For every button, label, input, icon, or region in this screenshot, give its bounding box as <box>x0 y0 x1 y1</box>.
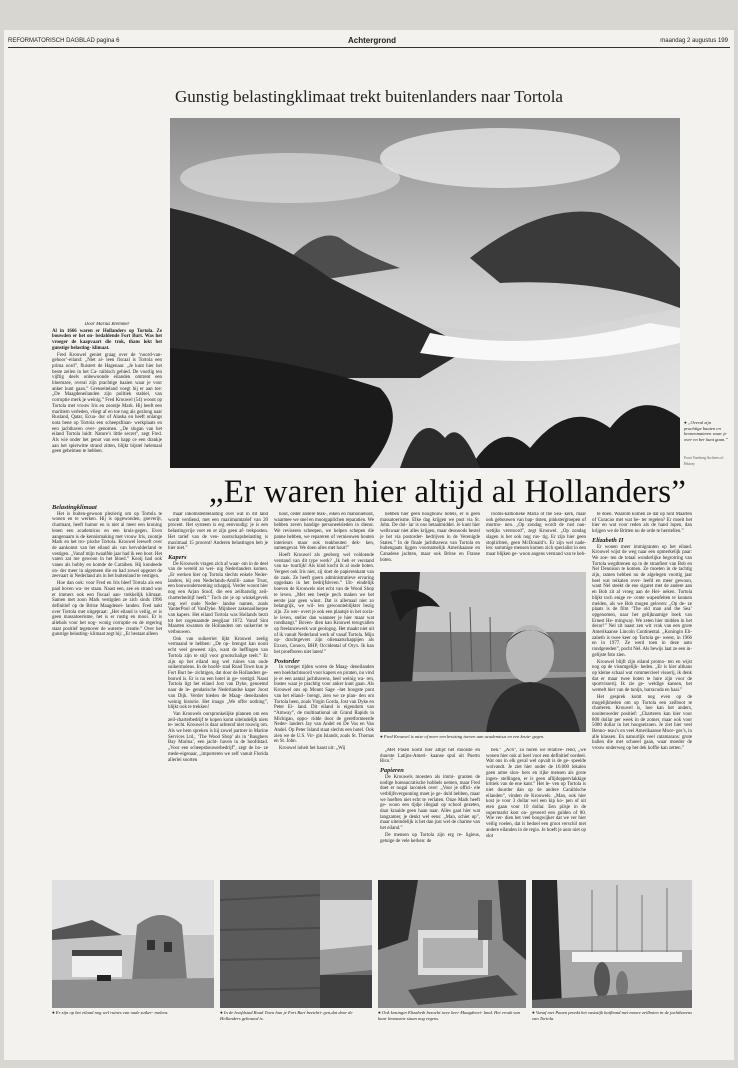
article-headline: „Er waren hier altijd al Hollanders” <box>208 474 687 510</box>
column-3 <box>274 512 374 872</box>
paragraph: De Krouwels vragen zich af waar- om in de deel van de wereld zo wei- nig Nederlanders komen. „Er werken hier op Tortola slechts enkele Neder- landers, bij een Nederlands-Antilli- aanse Trust, een bouwonderneming schappij. Verder woont hier nog een Arjan Stoof, die een zeilbarsdig zeil- charterbedrijf heeft.” Toch zie je op winkelgevels nog wel oude Neder- landse namen, zoals VanterPool of VanDyke. Mijnheer zakenaolluepse van kapers. Het eiland Tortola was Hollands bezit tot het zogenaamde zeegijaar 1672. Vanaf Sint Maarten kwamen de Hollanders om suikerriet te verbouwen. <box>168 561 268 636</box>
subhead-papieren: Papieren <box>380 767 404 775</box>
subhead-elizabeth: Elizabeth II <box>592 536 624 544</box>
byline: Door Marius Bremmer <box>84 322 130 327</box>
paragraph: Hoe dan ook: voor Fred en Iris bleef Tortola als een paal boven wa- ter staan. Naast een, zee en strand was er immers ook een fiscaal aan- trekkelijk klimaat. Samen met zoon Mark vestigden ze zich sinds 1996 definitief op de Britse Maagdenei- landen. Fred nakt over Tortola met uitgepraat: „Het eiland is veilig, er is geen massatoerisme, het is er rustig en mooi. Er is allebals voor het oog- wonig corruptie en de regering staat positief tegenover de waterre- creatie.” Over het gunstige belasting- klimaat zegt hij: „Er bestaat alleen <box>52 581 162 638</box>
paragraph: te doen. Waarom komen ze dat op Sint Maarten of Curacao met wat be- ter regelen? Er moeit het hier en wat voor reden als de hand lopen, dan krijgen we de Britten nu de orde te herstellen.” <box>592 512 692 535</box>
section-name: Achtergrond <box>348 36 396 45</box>
paragraph: Hoeft Krouwel als geoborg wel voldoende verstand van dit type werk? „Ik heb er verstand van na- tuurlijk! Als kind kocht ik al oude boten. Vergeet ook Iris niet, zij doet de papierenkant van de zaak. Ze heeft goeru administratieve ervaring opgedaan in het bedrijfsleven.” Uit- eindelijk hoeven de Krouwels niet echt van de Wood Shop te leven. „Met een beetje pech maken we het eerste jaar geen winst. Dat is allemaal niet zo belangrijk, we wil- len gewoonteblijkter bezig zijn. Zo wer- overt je ook een plaatsje in het socia- le leven, steller dan wanneer je hier maar wat rondhangt.” Boven- dien kan Krouwel terugvallen op freelancewerk wat geologog. Het maakt niet uit of ik vanuit Nederland werk of vanaf Tortola. Mijn op- drachtgevers zijn olienaatschappijen als Exxon, Conoco, BHP, Occidental of Oryx. Ik kan het proefboren niet laten!” <box>274 552 374 655</box>
main-photo-caption: ● „Overal zijn prachtige baaien en kronenmateren waar je over en ber kunt gaan.” <box>684 420 729 442</box>
column-4-top <box>380 512 480 570</box>
paragraph: Fred Krouwel geniet graag over de ‘noord-van-gehoor’-eiland: „Niet al- leen fiscaal is Tortola een prima oord”, fluistert de Hagenaar. „Je kunt hier het beste zeilen in het Ca- raibisch gebied. De voorlig ten vijftig deels onbewoonde eilanden omtrent een bloemzee, overal zijn prachtige baaien waar je voor anker kunt gaan.” Grenseiteland voegt hij er aan toe: „De Maagdeneilanden zijn politiek stabiel, van corruptie merk je weinig.” Fred Krouwel (54) woont op Tortola met vrouw Iris en zoontje Mark. Hij heeft een maritiem verleden, vliegt af en toe nog als gezlong naar Rusland, Qatar, Ecua- dor of Alaska en heeft onlangs nota bene op Tortola een scheepsfinan- werkplaats en een jachthaven over- genomen. „De slogan van het eiland Tortola luidt: Nature’s little secret”, zegt Fred. Als wie onder het genot van een happ ce een drankje aan het spierwitte strand zitten, blijkt bijstel helemaal geen geheimen te hebben. <box>52 352 162 455</box>
header-rule <box>8 47 730 48</box>
paragraph: Het is buiten-gewoon plezierig om op Tortola te wonen en te werken. Hij is opgewonden, goeverijt, charmant, heeft humor en is niet al meer een kroning lenen een academicus en een kruis-gegen. Even aangenaam is de kennismaking met vrouw Iris, zoontje Mark en het tro- pische Tortola. Krouwel leeweft over de aankomst van het eiland als van hervolderland te vestigen. „Vanaf mijn twaalfde jaar had ik een boot. Het varen zat me gewoon in het bloed.” Kooij had ook vanes als hobby en komde de Caraiben. Hij kondeede on- der meer in algemeen die en had zowel opgezet de zeevaart in Nederland als in het buitenland te vestigen. <box>52 511 162 580</box>
column-1 <box>52 502 162 872</box>
paragraph: In vroeger tijden woren de Maag- deneilanden een boeldachtsoord voor kapers en piraten, nu vind je er een aantal jachthavens, heel weinig wa- ren, bustes waar je prachtig voor anker kunt gaan. Als Krouwel ons op Mount Sage –het hoogste punt van het eiland– brengt, zien we ze plan- den om Tortola heen, zoals Virgin Gorda, Jost van Dyke en Peter Ei- land. Dit eiland is eigendom van “Amway”, de multinational uit Grand Rapids in Michigan, oppo- ridde door de geretformeerde Neder- landers Jay van Andel en De Vos en Van Andel. Op Peter Island staat slechts een hotel. Ook zien we de U.S. Vir- gin Islands, zoals St. Thomas en St. John. <box>274 665 374 745</box>
paragraph: „Met Pasen komt hier altijd het mooiste en duurste Latijns-Ameri- kaanse spul uit Puerto Rico.” <box>380 748 480 765</box>
paragraph: maar inkomstenbelasting over wat in dit land wordt verdiend, met een maximumtarief van 20 procent. Het systeem is erg eenvoudig: je is een belastingvrije voet en er zijn geen af- trekposten. Het tarief van de ven- nootschapsbelasting is maximaal 15 procent! Anderen belastingen heb je hier niet.” <box>168 512 268 552</box>
paragraph: Krouwel blijft zijn eiland promo- ten en wijst nog op de visumgelijk- heden. „Er is hier althans op kleine schaal wat commercieel visserij, ik denk dat er maar twee boten te hure zijn voor de sportvisserij. Ik zie ge- weldige kansen, het wemelt hier van de tonijn, barracuda en haai.” <box>592 659 692 694</box>
paragraph: hout, ceder andere teak-, eiken en mahoniehout, waarmee we snel en moorgaplichen reparatien. We hebben zeven handige personeelsleden in dienst. We reviseren scheepen, we helpen schepen die panne hebben, we repareren of vernieuwen houten interieurs maar ook teakhouten dek- ken, samengevat. We doen alles met hout!” <box>274 512 374 552</box>
caption-fort: ● In de hoofdstad Road Town hun je Fort Burt bezichti- gen,dat door de Hollanders gebouwd is. <box>220 1010 353 1021</box>
paragraph: Ook van suikerriet lijkt Krouwel zeelig vermaand te hebben: „De op- brengst kan nooit echt veel geweest zijn, want de heffingen van Tortola zijn te stijl voor grootschalige teelt.” Er zijn op het eiland nog wel ruines van oude suikermolens. In de hoofd- stad Road Town kun je Fort Burt be- zichtigen, dat door de Hollanders ge- bouwd is. Er is nu een hotel in ge- vestigd. Naast Tortola ligt het eiland Jost van Dyke, genoemd naar de le- gendarische Nederlandse kaper Joost van Dijk. Verder hieden de Maag- deneilanden weinig historie. Het imago „We offer nothing”, blijkt ook te trekken! <box>168 636 268 711</box>
caption-marina: ● Vanaf met Paaen pronkt het vaststijk haifbond met moore zeilboten in de jachthavens van Tortola. <box>532 1010 692 1021</box>
lead-paragraph: Al in 1666 waren er Hollanders op Tortola. Ze bouwden er het on- bedaldende Fort Burt. Was het vroeger de kaapvaart die trok, thans lokt het gunstige belasting- klimaat. <box>52 328 162 351</box>
main-photo-bay <box>170 118 680 468</box>
paragraph: hebben hier geen hoogbouw hotels, er is geen massatoerisme. Elke dag krijgen we post via St. John. De dol- lar is ons betaalmiddel. Je kunt hier wellswaar niet alles krijgen, maar deonoods bestel je het via postorder- bedrijven in de Verenigde Staten.” In de finale jachthavens van Tortola en buitengaats liggen voornamelijk Amerikaanse en Canadese jachten, maar ook Britse en Franse boten. <box>380 512 480 563</box>
column-6 <box>592 512 692 872</box>
photo-limousine <box>378 880 526 1008</box>
portrait-photo <box>380 572 586 732</box>
subhead-postorder: Postorder <box>274 657 300 665</box>
paragraph: ben.” „Ach”, zo horen we relative- rend, „we wonen hier ook al heel voor een definitief oordeel. Wat ons in elk geval wel opvalt is de ge- speelde wolvandt. Je ziet hier onder de 16.000 lokalen geen arme slon- bers en rijke mensen als grote ingen- stellingen, er is geen aflijdoppervlakkige kritiek van de ene kant.” Het le- ven op Tortola is niet duurder dan op de andere Caraibische eilanden”, vinden de Krouwels. „Man, ook hier kost je voor 3 dollar wel een kip ko- pen of uit eten gaan voor 10 dollar. Een pilsje in de supermarkt kost on- geveerd een gulden of 80. Wie ver- dien het veel hoogwijker dat we ver hier veilig voelen, dat is bedoel een groot verschil met andere eilanden in de regio. Je hoeft je auto niet op slot <box>486 748 586 839</box>
photo-marina <box>532 880 692 1008</box>
photo-fort-burt <box>220 880 372 1008</box>
paragraph: Van Krouwels oorspronkelijke plannen om een zeil-charterbedrijf te kopen komt uiteindelijk niets te- recht. Krouwel is daar achteraf niet rouwig om. Als we hem spreken is hij zowel partner in Marine Services Ltd., ‘The Wood Shop’ als in ‘Baughers Bay Marina’, een jacht- haven in de hoofdstad. „Voor een scheepsbouwerbedrijf”, zegt de bo- ze mede-eigenaar, „importeren we zelf vanuit Florida allerlei soorten <box>168 711 268 763</box>
photo-sugar-mill-ruins <box>52 880 214 1008</box>
paper-name: REFORMATORISCH DAGBLAD pagina 6 <box>8 38 120 44</box>
main-photo-credit: Foort Voorberg Archives of History <box>684 456 724 466</box>
issue-date: maandag 2 augustus 199 <box>660 38 728 44</box>
paragraph: De mensen op Tortola zijn erg re- ligieus, getuige de vele kerken: de <box>380 832 480 844</box>
column-2 <box>168 512 268 872</box>
caption-limousine: ● Ook koningin Elizabeth bezocht twee keer Maagdenei- land. Het vrouk van haar limousine staan nog ergens. <box>378 1010 520 1021</box>
paragraph: Het gesprek komt nog even op de mogelijkheden om op Tortola een zeilboot te charteren. Krouwel is, hoe kan het anders, nooitenweder positief: „Charteren kan hier voor 800 dollar per week in de zomer, maar ook voor 5000 dollar in het hoogseizoen. Je ziet hier veel Benno- teau’s en veel Amerikaanse Moor- ges’s, in alle klassen. En natuurlijk veel catamarans: grote hallen die met schoeel gaan, waar moeder de vrouw onderweg op het dek koffie kan zetten.” <box>592 694 692 752</box>
paragraph: Er wonen meer immigranten op het eiland. Krouwel wijst de weg naar een opmerkelijk paar: We zoe- ten de totaal wonderlijke begrotring van Tortola wegdtrenen op in de stranfiest van Bob en Nel Dennison te komen. Ze moeten in de tachtig zijn, ramen hebben nu de algelegen voortig jaar heel wat reikaten over- leefd en meer gewoon, want Nel steekt de ene sigaret met de andere aan en Bob zit al vroeg aan de Hei- neken. Tortola blijkt toch enige re- cente wapenfeiten te kunnen melden, als we Bob mogen geloven: „Op de- ze plaats is de film ‘The old man and the Sea’ opgenomen, naar het gelijknamige boek van Ernest He- mingway. We zeten hier midden in het decor!” Nel zit naast zen wit vrak van een grote Amerikaanse Lincoln Continental. „Koningin Eli- zabeth is twee keer op Tortola ge- weest, in 1966 en in 1977. Ze werd toen in deze auto rondgereden”, pocht Nel. Als bewijs laat ze een in- gelijste foto zien. <box>592 544 692 658</box>
portrait-caption: ● Fred Krouwel is mise of meer een bruising toeven aan academicus en een kruiz- gegen. <box>380 734 545 739</box>
subhead-belastingklimaat: Belastingklimaat <box>52 504 97 511</box>
column-5 <box>486 748 586 872</box>
column-4 <box>380 748 480 872</box>
paragraph: Krouwel ioheit het haast uit: „Wij <box>279 746 346 752</box>
column-5-top <box>486 512 586 570</box>
paragraph: De Krouwels moesten als immi- granten de nodige bureaucratische hobbels nemen, maar Fred doet er nogal laconiek over: „Voor je offici- ele verblijfsvergunning moet je ge- duld hebben, maar we hoeften niet echt te verlaten. Onze Mark heeft ge- woon een tijdje illegaal op school gezeten, daar kraaide geen haan naar. Alles gaat hier wat langzamer, je denkt wel eens: „Man, schiet op”, maar uiteindelijk is het dan just wel de charme van het eiland.” <box>380 774 480 832</box>
subhead-kapers: Kapers <box>168 553 187 561</box>
paragraph: rooms-katholieke Maria of the Sea- kerk, maar ook gebouwen van bap- tisten, pinkstergroepen of mormo- nen. „Op zondag wordt de rust nau- wetijks verstoord”, zegt Krouwel. „Op zondag slagen is het ook nog rus- tig. Er zijn hier geen stoplichten, geen McDonald’s. Er zijn wel nade- len: sommige mensen komen zich specialist in een maar blijken ge- woon angens verstand van te heb- <box>486 512 586 557</box>
article-intro <box>52 322 162 500</box>
kicker-headline: Gunstig belastingklimaat trekt buitenlanders naar Tortola <box>175 87 563 106</box>
caption-ruins: ● Er zijn op het eiland nog wel ruines van oude suiker- molens. <box>52 1010 169 1015</box>
